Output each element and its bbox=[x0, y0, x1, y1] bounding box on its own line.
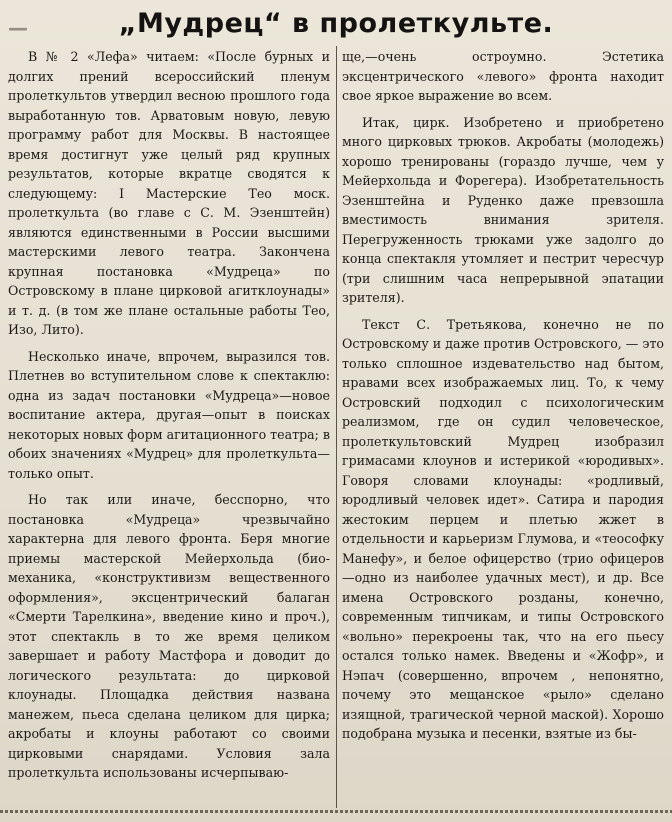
right-column bbox=[342, 47, 664, 807]
paragraph-pletnev: Несколько иначе, впрочем, выразился тов. Плетнев во вступительном слове к спектаклю: одна из задач постановки «Мудреца»—новое воспитание актера, другая—опыт в поисках некоторых новых форм агитационного театра; в обоих значениях «Мудрец» для пролеткульта—только опыт. bbox=[8, 348, 330, 481]
paragraph-continuation: ще,—очень остроумно. Эстетика эксцентрического «левого» фронта находит свое яркое выражение во всем. bbox=[342, 49, 664, 103]
bottom-border bbox=[0, 810, 672, 813]
paragraph-left-front: Но так или иначе, бесспорно, что постановка «Мудреца» чрезвычайно характерна для левого фронта. Беря многие приемы мастерской Мейерхольда (био-механика, «конструктивизм вещественного оформления», эксцентрический балаган «Смерти Тарелкина», введение кино и проч.), этот спектакль в то же время целиком завершает и работу Мастфора и доводит до логического результата: до цирковой клоунады. Площадка действия названа манежем, пьеса сделана целиком для цирка; акробаты и клоуны работают со своими цирковыми снарядами. Условия зала пролеткульта использованы исчерпываю- bbox=[8, 492, 330, 780]
column-divider bbox=[336, 46, 337, 808]
article-headline: „Мудрец“ в пролеткульте. bbox=[118, 8, 554, 39]
paragraph-lef-quote: В № 2 «Лефа» читаем: «После бурных и долгих прений всероссийский пленум пролеткультов утвердил весною прошлого года выработанную тов. Арватовым новую, левую программу работ для Москвы. В настоящее время достигнут уже целый ряд крупных результатов, которые вкратце сводятся к следующему: I Мастерские Тео моск. пролеткульта (во главе с С. М. Эзенштейн) являются единственными в России высшими мастерскими левого театра. Закончена крупная постановка «Мудреца» по Островскому в плане цирковой агитклоунады» и т. д. (в том же плане остальные работы Тео, Изо, Лито). bbox=[8, 49, 330, 337]
left-column bbox=[8, 47, 330, 807]
headline-stub: — bbox=[8, 16, 31, 40]
paragraph-circus: Итак, цирк. Изобретено и приобретено много цирковых трюков. Акробаты (молодежь) хорошо тренированы (гораздо лучше, чем у Мейерхольда и Форегера). Изобретательность Эзенштейна и Руденко даже превзошла вместимость внимания зрителя. Перегруженность трюками уже задолго до конца спектакля утомляет и пестрит чересчур (три слишним часа непрерывной эпатации зрителя). bbox=[342, 114, 664, 305]
paragraph-tretyakov-text: Текст С. Третьякова, конечно не по Островскому и даже против Островского, — это только сплошное издевательство над бытом, нравами всех изображаемых лиц. То, к чему Островский подходил с психологическим реализмом, где он судил человеческое, пролеткультовский Мудрец изобразил гримасами клоунов и истерикой «юродивых». Говоря словами клоунады: «родливый, юродливый человек идет». Сатира и пародия жестоким перцем и плетью жжет в отдельности и карьеризм Глумова, и «теософку Манефу», и белое офицерство (трио офицеров—одно из наиболее удачных мест), и др. Все имена Островского розданы, конечно, современным типчикам, и типы Островского «вольно» перекроены так, что на его пьесу остался только намек. Введены и «Жофр», и Нэпач (совершенно, впрочем , непонятно, почему это мещанское «рыло» сделано изящной, трагической черной маской). Хорошо подобрана музыка и песенки, взятые из бы- bbox=[342, 316, 664, 741]
